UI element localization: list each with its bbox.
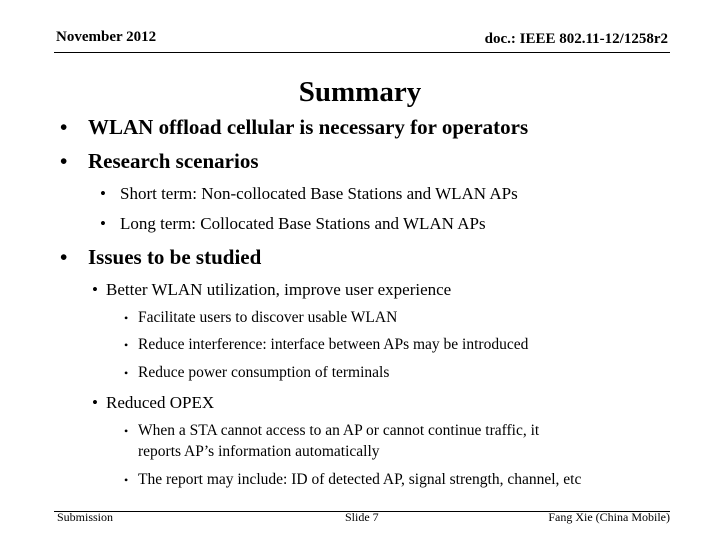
bullet-dot: •: [92, 393, 98, 412]
bullet-dot: •: [100, 214, 106, 233]
bullet-text: Reduce power consumption of terminals: [138, 364, 390, 381]
bullet-dot: •: [124, 311, 129, 325]
bullet-text: When a STA cannot access to an AP or cannot continue traffic, it: [138, 422, 540, 439]
bullet-text: Better WLAN utilization, improve user experience: [106, 280, 452, 299]
bullet-dot: •: [124, 366, 129, 380]
bullet-dot: •: [124, 473, 129, 487]
bullet-text: The report may include: ID of detected AP, signal strength, channel, etc: [138, 471, 582, 488]
bullet-text-continued: reports AP’s information automatically: [138, 443, 380, 460]
bullet-dot: •: [60, 115, 68, 139]
bullet-dot: •: [124, 338, 129, 352]
header-date: November 2012: [56, 29, 157, 45]
bullet-text: Reduce interference: interface between APs may be introduced: [138, 336, 529, 353]
bullet-dot: •: [92, 280, 98, 299]
bullet-text: WLAN offload cellular is necessary for operators: [88, 115, 529, 139]
header-doc-id: doc.: IEEE 802.11-12/1258r2: [484, 31, 668, 47]
footer-submission: Submission: [57, 510, 114, 524]
bullet-text: Long term: Collocated Base Stations and WLAN APs: [120, 214, 486, 233]
header-rule: [54, 52, 670, 53]
slide-title: Summary: [298, 76, 422, 108]
bullet-text: Facilitate users to discover usable WLAN: [138, 309, 398, 326]
bullet-text: Reduced OPEX: [106, 393, 215, 412]
bullet-text: Research scenarios: [88, 149, 259, 173]
footer-author: Fang Xie (China Mobile): [548, 510, 670, 524]
bullet-dot: •: [60, 149, 68, 173]
bullet-dot: •: [60, 245, 68, 269]
footer-slide-number: Slide 7: [345, 510, 379, 524]
bullet-text: Short term: Non-collocated Base Stations and WLAN APs: [120, 184, 518, 203]
bullet-dot: •: [100, 184, 106, 203]
bullet-text: Issues to be studied: [88, 245, 262, 269]
bullet-dot: •: [124, 424, 129, 438]
